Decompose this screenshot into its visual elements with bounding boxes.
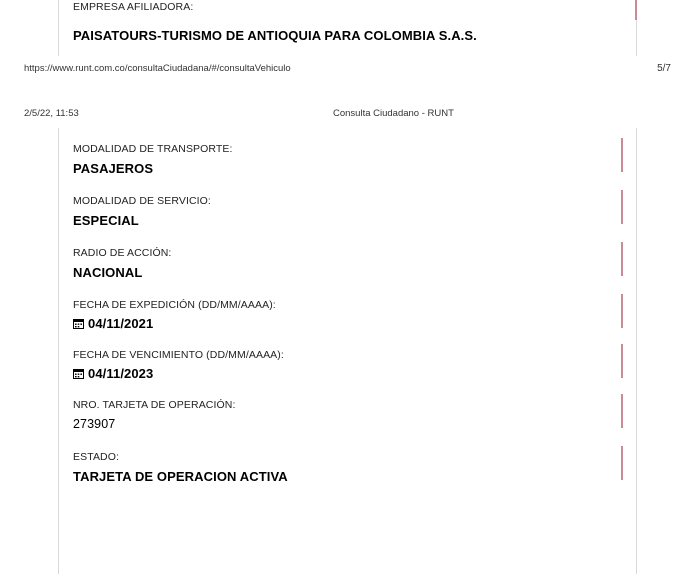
field-label-modalidad-servicio: MODALIDAD DE SERVICIO:	[73, 195, 211, 207]
field-marker	[621, 446, 623, 480]
field-label-modalidad-transporte: MODALIDAD DE TRANSPORTE:	[73, 143, 233, 155]
field-value-modalidad-transporte: PASAJEROS	[73, 161, 154, 176]
content-column-top	[58, 0, 637, 56]
field-label-fecha-vencimiento: FECHA DE VENCIMIENTO (DD/MM/AAAA):	[73, 349, 284, 361]
field-value-row-fecha-vencimiento	[73, 363, 622, 390]
field-value-empresa-afiliadora: PAISATOURS-TURISMO DE ANTIOQUIA PARA COLOMBIA S.A.S.	[73, 28, 477, 43]
field-block-radio-accion	[73, 238, 622, 290]
field-block-fecha-vencimiento	[73, 340, 622, 390]
field-block-modalidad-servicio	[73, 186, 622, 238]
calendar-icon	[73, 318, 84, 329]
previous-page-fragment	[0, 0, 695, 56]
content-column-main	[58, 128, 637, 574]
field-marker	[621, 242, 623, 276]
field-value-nro-tarjeta-operacion: 273907	[73, 417, 116, 431]
field-label-nro-tarjeta-operacion: NRO. TARJETA DE OPERACIÓN:	[73, 399, 236, 411]
field-value-radio-accion: NACIONAL	[73, 265, 143, 280]
page-break-gap	[0, 82, 695, 104]
print-header-date: 2/5/22, 11:53	[24, 108, 79, 119]
field-label-estado: ESTADO:	[73, 451, 120, 463]
field-block-empresa-afiliadora	[59, 0, 636, 56]
field-marker	[621, 138, 623, 172]
field-label-radio-accion: RADIO DE ACCIÓN:	[73, 247, 172, 259]
field-label-fecha-expedicion: FECHA DE EXPEDICIÓN (DD/MM/AAAA):	[73, 299, 276, 311]
field-block-modalidad-transporte	[73, 134, 622, 186]
print-footer-page-number: 5/7	[657, 63, 671, 74]
field-marker	[635, 0, 637, 20]
field-value-row-fecha-expedicion	[73, 313, 622, 340]
field-marker	[621, 294, 623, 328]
field-value-fecha-vencimiento: 04/11/2023	[88, 366, 154, 381]
field-value-fecha-expedicion: 04/11/2021	[88, 316, 154, 331]
print-header-title: Consulta Ciudadano - RUNT	[333, 108, 454, 119]
print-footer-url: https://www.runt.com.co/consultaCiudadana/#/consultaVehiculo	[24, 63, 291, 74]
field-value-estado: TARJETA DE OPERACION ACTIVA	[73, 469, 288, 484]
field-list	[59, 128, 636, 494]
field-block-estado	[73, 442, 622, 494]
calendar-icon	[73, 368, 84, 379]
field-marker	[621, 394, 623, 428]
field-block-fecha-expedicion	[73, 290, 622, 340]
print-header	[0, 104, 695, 128]
field-label-empresa-afiliadora: EMPRESA AFILIADORA:	[73, 1, 194, 13]
field-block-nro-tarjeta-operacion	[73, 390, 622, 442]
field-value-modalidad-servicio: ESPECIAL	[73, 213, 139, 228]
field-marker	[621, 344, 623, 378]
field-marker	[621, 190, 623, 224]
print-footer	[0, 60, 695, 82]
